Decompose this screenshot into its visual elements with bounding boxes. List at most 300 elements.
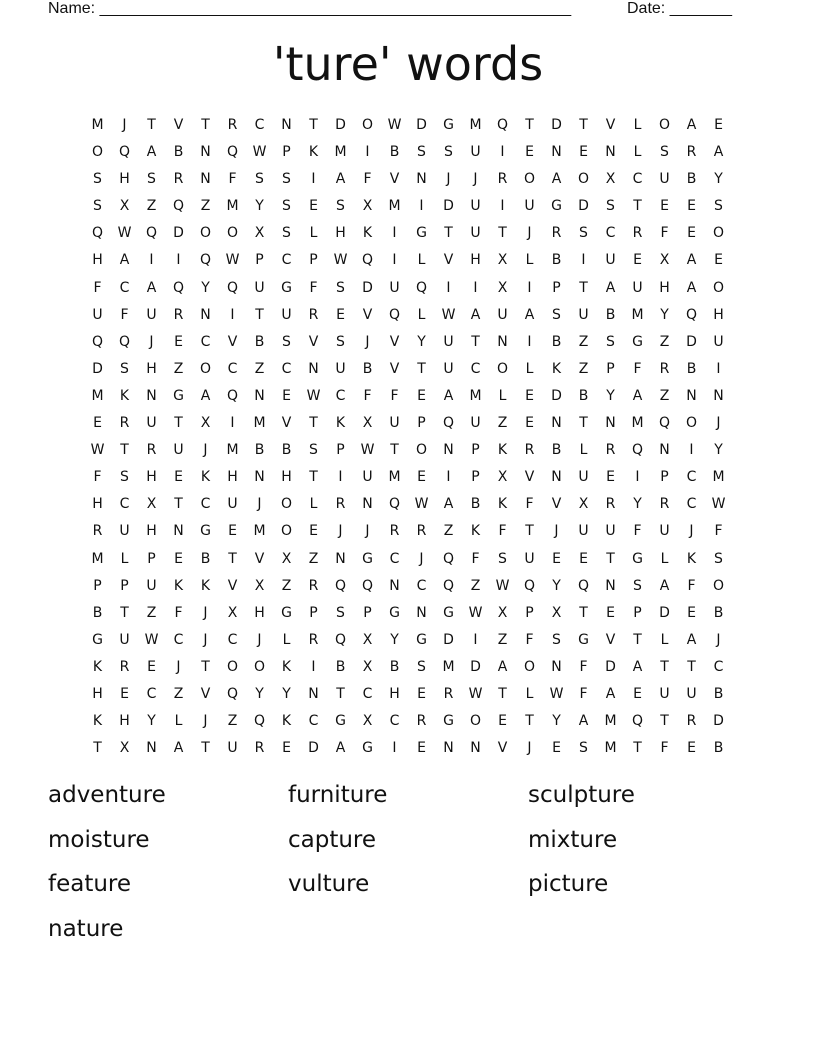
page-title: 'ture' words [272, 37, 544, 91]
grid-letter: S [120, 469, 129, 486]
grid-letter: I [527, 279, 532, 296]
grid-letter: T [579, 604, 588, 621]
grid-letter: Z [173, 685, 184, 702]
grid-letter: N [551, 415, 562, 432]
grid-letter: S [579, 225, 588, 242]
name-field-line: Name: _____________________________________________________ [48, 0, 572, 17]
grid-letter: K [173, 577, 184, 594]
grid-letter: P [633, 604, 642, 621]
grid-letter: N [146, 740, 157, 757]
grid-letter: N [470, 740, 481, 757]
grid-letter: E [282, 740, 291, 757]
grid-letter: N [281, 117, 292, 133]
grid-letter: E [525, 144, 534, 161]
grid-letter: E [228, 523, 237, 540]
grid-letter: S [336, 198, 345, 215]
grid-letter: U [281, 306, 292, 323]
grid-letter: R [146, 442, 157, 459]
grid-letter: A [497, 658, 508, 675]
grid-letter: W [414, 496, 429, 513]
grid-letter: T [471, 333, 480, 350]
grid-letter: E [633, 252, 642, 269]
grid-letter: D [578, 198, 589, 215]
grid-letter: Y [255, 198, 264, 215]
grid-letter: N [335, 550, 346, 567]
grid-letter: R [119, 658, 130, 675]
grid-letter: E [309, 523, 318, 540]
grid-letter: P [120, 577, 129, 594]
grid-letter: J [338, 523, 343, 540]
grid-letter: X [146, 496, 157, 513]
grid-letter: D [92, 360, 103, 377]
grid-letter: L [120, 550, 129, 567]
grid-letter: J [257, 496, 262, 513]
grid-letter: B [173, 144, 184, 161]
grid-letter: S [309, 442, 318, 459]
grid-letter: T [525, 117, 534, 133]
grid-letter: E [633, 685, 642, 702]
grid-letter: G [632, 333, 643, 350]
word-bank-item: vulture [288, 871, 370, 897]
grid-letter: E [687, 225, 696, 242]
grid-letter: J [365, 523, 370, 540]
grid-letter: M [712, 469, 725, 486]
grid-letter: X [578, 496, 589, 513]
grid-letter: A [146, 279, 157, 296]
grid-letter: W [468, 685, 483, 702]
grid-letter: S [336, 279, 345, 296]
grid-letter: W [495, 577, 510, 594]
word-bank-item: picture [528, 871, 609, 897]
grid-letter: Q [253, 713, 266, 730]
grid-letter: Z [173, 360, 184, 377]
grid-letter: R [335, 496, 346, 513]
grid-letter: U [119, 523, 130, 540]
grid-letter: R [254, 740, 265, 757]
grid-letter: T [120, 604, 129, 621]
grid-letter: R [173, 306, 184, 323]
grid-letter: V [524, 469, 535, 486]
grid-letter: Z [254, 360, 265, 377]
grid-letter: D [308, 740, 319, 757]
grid-letter: R [308, 306, 319, 323]
grid-letter: U [578, 469, 589, 486]
grid-letter: E [417, 387, 426, 404]
grid-letter: L [417, 306, 426, 323]
grid-letter: G [92, 631, 103, 648]
grid-letter: B [578, 387, 589, 404]
grid-letter: F [228, 171, 237, 188]
grid-letter: B [335, 658, 346, 675]
grid-letter: H [389, 685, 400, 702]
grid-letter: F [498, 523, 507, 540]
grid-letter: N [551, 144, 562, 161]
grid-letter: V [605, 117, 616, 133]
grid-letter: N [308, 360, 319, 377]
grid-letter: E [687, 198, 696, 215]
grid-letter: E [417, 469, 426, 486]
grid-letter: K [281, 713, 292, 730]
grid-letter: T [579, 415, 588, 432]
grid-letter: A [686, 631, 697, 648]
grid-letter: A [713, 144, 724, 161]
grid-letter: B [713, 740, 724, 757]
grid-letter: V [497, 740, 508, 757]
grid-letter: T [201, 117, 210, 133]
grid-letter: T [336, 685, 345, 702]
grid-letter: W [90, 442, 105, 459]
grid-letter: U [659, 171, 670, 188]
grid-letter: U [605, 523, 616, 540]
grid-letter: W [333, 252, 348, 269]
grid-letter: E [417, 740, 426, 757]
grid-letter: C [713, 658, 724, 675]
grid-letter: T [174, 415, 183, 432]
grid-letter: N [497, 333, 508, 350]
grid-letter: E [552, 740, 561, 757]
grid-letter: X [119, 740, 130, 757]
grid-letter: N [713, 387, 724, 404]
grid-letter: K [686, 550, 697, 567]
grid-letter: M [469, 117, 482, 133]
grid-letter: M [604, 740, 617, 757]
grid-letter: T [255, 306, 264, 323]
grid-letter: C [227, 631, 238, 648]
grid-letter: Q [334, 577, 347, 594]
grid-letter: N [389, 577, 400, 594]
grid-letter: N [659, 442, 670, 459]
grid-letter: E [687, 604, 696, 621]
grid-letter: B [389, 658, 400, 675]
grid-letter: M [253, 415, 266, 432]
grid-letter: M [631, 415, 644, 432]
grid-letter: H [92, 252, 103, 269]
grid-letter: I [419, 198, 424, 215]
grid-letter: R [416, 713, 427, 730]
grid-letter: A [335, 740, 346, 757]
grid-letter: Y [552, 713, 561, 730]
grid-letter: Z [281, 577, 292, 594]
grid-letter: T [201, 740, 210, 757]
grid-letter: D [470, 658, 481, 675]
grid-letter: S [93, 198, 102, 215]
grid-letter: M [442, 658, 455, 675]
grid-letter: M [253, 523, 266, 540]
grid-letter: F [660, 225, 669, 242]
grid-letter: O [91, 144, 104, 161]
grid-letter: A [686, 279, 697, 296]
grid-letter: O [523, 171, 536, 188]
grid-letter: G [632, 550, 643, 567]
grid-letter: H [92, 496, 103, 513]
grid-letter: S [606, 333, 615, 350]
grid-letter: Q [442, 550, 455, 567]
grid-letter: I [230, 415, 235, 432]
grid-letter: X [119, 198, 130, 215]
grid-letter: L [660, 631, 669, 648]
grid-letter: I [500, 198, 505, 215]
grid-letter: K [308, 144, 319, 161]
grid-letter: J [203, 713, 208, 730]
grid-letter: Z [146, 198, 157, 215]
grid-letter: T [660, 713, 669, 730]
grid-letter: N [686, 387, 697, 404]
grid-letter: Q [226, 685, 239, 702]
grid-letter: D [659, 604, 670, 621]
grid-letter: T [498, 225, 507, 242]
grid-letter: E [579, 144, 588, 161]
grid-letter: U [173, 442, 184, 459]
grid-letter: A [146, 144, 157, 161]
grid-letter: S [282, 171, 291, 188]
grid-letter: A [686, 117, 697, 133]
grid-letter: X [497, 252, 508, 269]
grid-letter: X [497, 279, 508, 296]
grid-letter: K [92, 713, 103, 730]
grid-letter: G [443, 713, 454, 730]
grid-letter: O [712, 225, 725, 242]
letter-grid [84, 114, 732, 764]
grid-letter: F [120, 306, 129, 323]
word-bank-item: adventure [48, 782, 166, 808]
grid-letter: B [92, 604, 103, 621]
grid-letter: C [146, 685, 157, 702]
grid-letter: I [500, 144, 505, 161]
grid-letter: K [119, 387, 130, 404]
grid-letter: Q [442, 415, 455, 432]
grid-letter: C [281, 360, 292, 377]
grid-letter: W [387, 117, 402, 133]
grid-letter: P [471, 469, 480, 486]
grid-letter: I [176, 252, 181, 269]
grid-letter: O [523, 658, 536, 675]
grid-letter: C [686, 496, 697, 513]
grid-letter: T [309, 469, 318, 486]
grid-letter: E [525, 415, 534, 432]
grid-letter: R [308, 577, 319, 594]
grid-letter: O [658, 117, 671, 133]
grid-letter: Y [552, 577, 561, 594]
grid-letter: E [309, 198, 318, 215]
grid-letter: E [498, 713, 507, 730]
grid-letter: N [605, 577, 616, 594]
grid-letter: F [579, 685, 588, 702]
grid-letter: O [226, 225, 239, 242]
grid-letter: Q [226, 387, 239, 404]
grid-letter: B [551, 252, 562, 269]
grid-letter: P [255, 252, 264, 269]
grid-letter: D [362, 279, 373, 296]
grid-letter: H [335, 225, 346, 242]
grid-letter: Z [470, 577, 481, 594]
grid-letter: U [578, 306, 589, 323]
grid-letter: U [443, 360, 454, 377]
grid-letter: R [497, 171, 508, 188]
grid-letter: O [199, 360, 212, 377]
grid-letter: N [551, 658, 562, 675]
grid-letter: M [388, 198, 401, 215]
grid-letter: C [416, 577, 427, 594]
grid-letter: U [227, 496, 238, 513]
grid-letter: O [280, 523, 293, 540]
grid-letter: G [362, 740, 373, 757]
grid-letter: S [336, 333, 345, 350]
grid-letter: W [711, 496, 726, 513]
grid-letter: L [525, 360, 534, 377]
grid-letter: Q [361, 252, 374, 269]
grid-letter: I [230, 306, 235, 323]
grid-letter: Y [633, 496, 642, 513]
grid-letter: H [254, 604, 265, 621]
grid-letter: T [93, 740, 102, 757]
grid-letter: Q [658, 415, 671, 432]
grid-letter: E [687, 740, 696, 757]
grid-letter: U [659, 685, 670, 702]
grid-letter: Y [417, 333, 426, 350]
grid-letter: X [497, 604, 508, 621]
grid-letter: E [606, 604, 615, 621]
grid-letter: B [605, 306, 616, 323]
grid-letter: Q [496, 117, 509, 133]
grid-letter: S [579, 740, 588, 757]
grid-letter: X [281, 550, 292, 567]
grid-letter: L [174, 713, 183, 730]
grid-letter: S [282, 225, 291, 242]
grid-letter: Z [578, 360, 589, 377]
grid-letter: R [659, 496, 670, 513]
grid-letter: P [93, 577, 102, 594]
grid-letter: A [659, 577, 670, 594]
grid-letter: G [578, 631, 589, 648]
grid-letter: B [686, 171, 697, 188]
word-bank-item: sculpture [528, 782, 635, 808]
grid-letter: F [633, 523, 642, 540]
grid-letter: N [443, 740, 454, 757]
grid-letter: B [389, 144, 400, 161]
grid-letter: U [119, 631, 130, 648]
grid-letter: Z [308, 550, 319, 567]
grid-letter: B [713, 604, 724, 621]
grid-letter: K [335, 415, 346, 432]
grid-letter: R [389, 523, 400, 540]
grid-letter: F [390, 387, 399, 404]
grid-letter: L [498, 387, 507, 404]
grid-letter: S [282, 333, 291, 350]
grid-letter: H [146, 523, 157, 540]
grid-letter: N [200, 171, 211, 188]
grid-letter: T [633, 631, 642, 648]
grid-letter: H [119, 713, 130, 730]
grid-letter: J [527, 225, 532, 242]
grid-letter: S [498, 550, 507, 567]
grid-letter: H [146, 469, 157, 486]
grid-letter: A [470, 306, 481, 323]
grid-letter: K [281, 658, 292, 675]
grid-letter: A [605, 279, 616, 296]
grid-letter: U [605, 252, 616, 269]
grid-letter: B [200, 550, 211, 567]
grid-letter: T [498, 685, 507, 702]
grid-letter: K [551, 360, 562, 377]
grid-letter: N [146, 387, 157, 404]
grid-letter: Q [118, 333, 131, 350]
grid-letter: U [335, 360, 346, 377]
word-bank [48, 781, 768, 959]
grid-letter: T [525, 523, 534, 540]
grid-letter: B [713, 685, 724, 702]
grid-letter: H [119, 171, 130, 188]
grid-letter: O [280, 496, 293, 513]
grid-letter: G [173, 387, 184, 404]
grid-letter: A [524, 306, 535, 323]
grid-letter: E [174, 333, 183, 350]
grid-letter: L [660, 550, 669, 567]
grid-letter: F [471, 550, 480, 567]
grid-letter: I [365, 144, 370, 161]
grid-letter: L [309, 496, 318, 513]
grid-letter: D [605, 658, 616, 675]
grid-letter: O [712, 279, 725, 296]
grid-letter: W [306, 387, 321, 404]
grid-letter: G [551, 198, 562, 215]
grid-letter: U [578, 523, 589, 540]
grid-letter: K [200, 469, 211, 486]
grid-letter: G [335, 713, 346, 730]
grid-letter: R [443, 685, 454, 702]
grid-letter: Y [714, 442, 723, 459]
grid-letter: R [119, 415, 130, 432]
grid-letter: S [714, 198, 723, 215]
grid-letter: I [473, 631, 478, 648]
grid-letter: W [144, 631, 159, 648]
grid-letter: A [632, 658, 643, 675]
grid-letter: C [173, 631, 184, 648]
grid-letter: A [200, 387, 211, 404]
grid-letter: S [93, 171, 102, 188]
grid-letter: U [146, 577, 157, 594]
grid-letter: S [417, 144, 426, 161]
grid-letter: H [713, 306, 724, 323]
grid-letter: B [686, 360, 697, 377]
grid-letter: T [147, 117, 156, 133]
grid-letter: K [497, 496, 508, 513]
grid-letter: Q [388, 496, 401, 513]
grid-letter: U [470, 225, 481, 242]
word-bank-item: furniture [288, 782, 388, 808]
grid-letter: D [443, 631, 454, 648]
grid-letter: F [174, 604, 183, 621]
grid-letter: X [659, 252, 670, 269]
grid-letter: Q [415, 279, 428, 296]
grid-letter: X [254, 577, 265, 594]
grid-letter: Y [201, 279, 210, 296]
grid-letter: L [282, 631, 291, 648]
grid-letter: N [416, 604, 427, 621]
grid-letter: R [659, 360, 670, 377]
grid-letter: X [200, 415, 211, 432]
grid-letter: M [388, 469, 401, 486]
grid-letter: S [255, 171, 264, 188]
grid-letter: L [633, 144, 642, 161]
grid-letter: A [605, 685, 616, 702]
grid-letter: A [632, 387, 643, 404]
grid-letter: G [362, 550, 373, 567]
date-field-line: Date: _______ [627, 0, 732, 17]
grid-letter: E [120, 685, 129, 702]
grid-letter: T [444, 225, 453, 242]
grid-letter: U [146, 415, 157, 432]
grid-letter: J [365, 333, 370, 350]
